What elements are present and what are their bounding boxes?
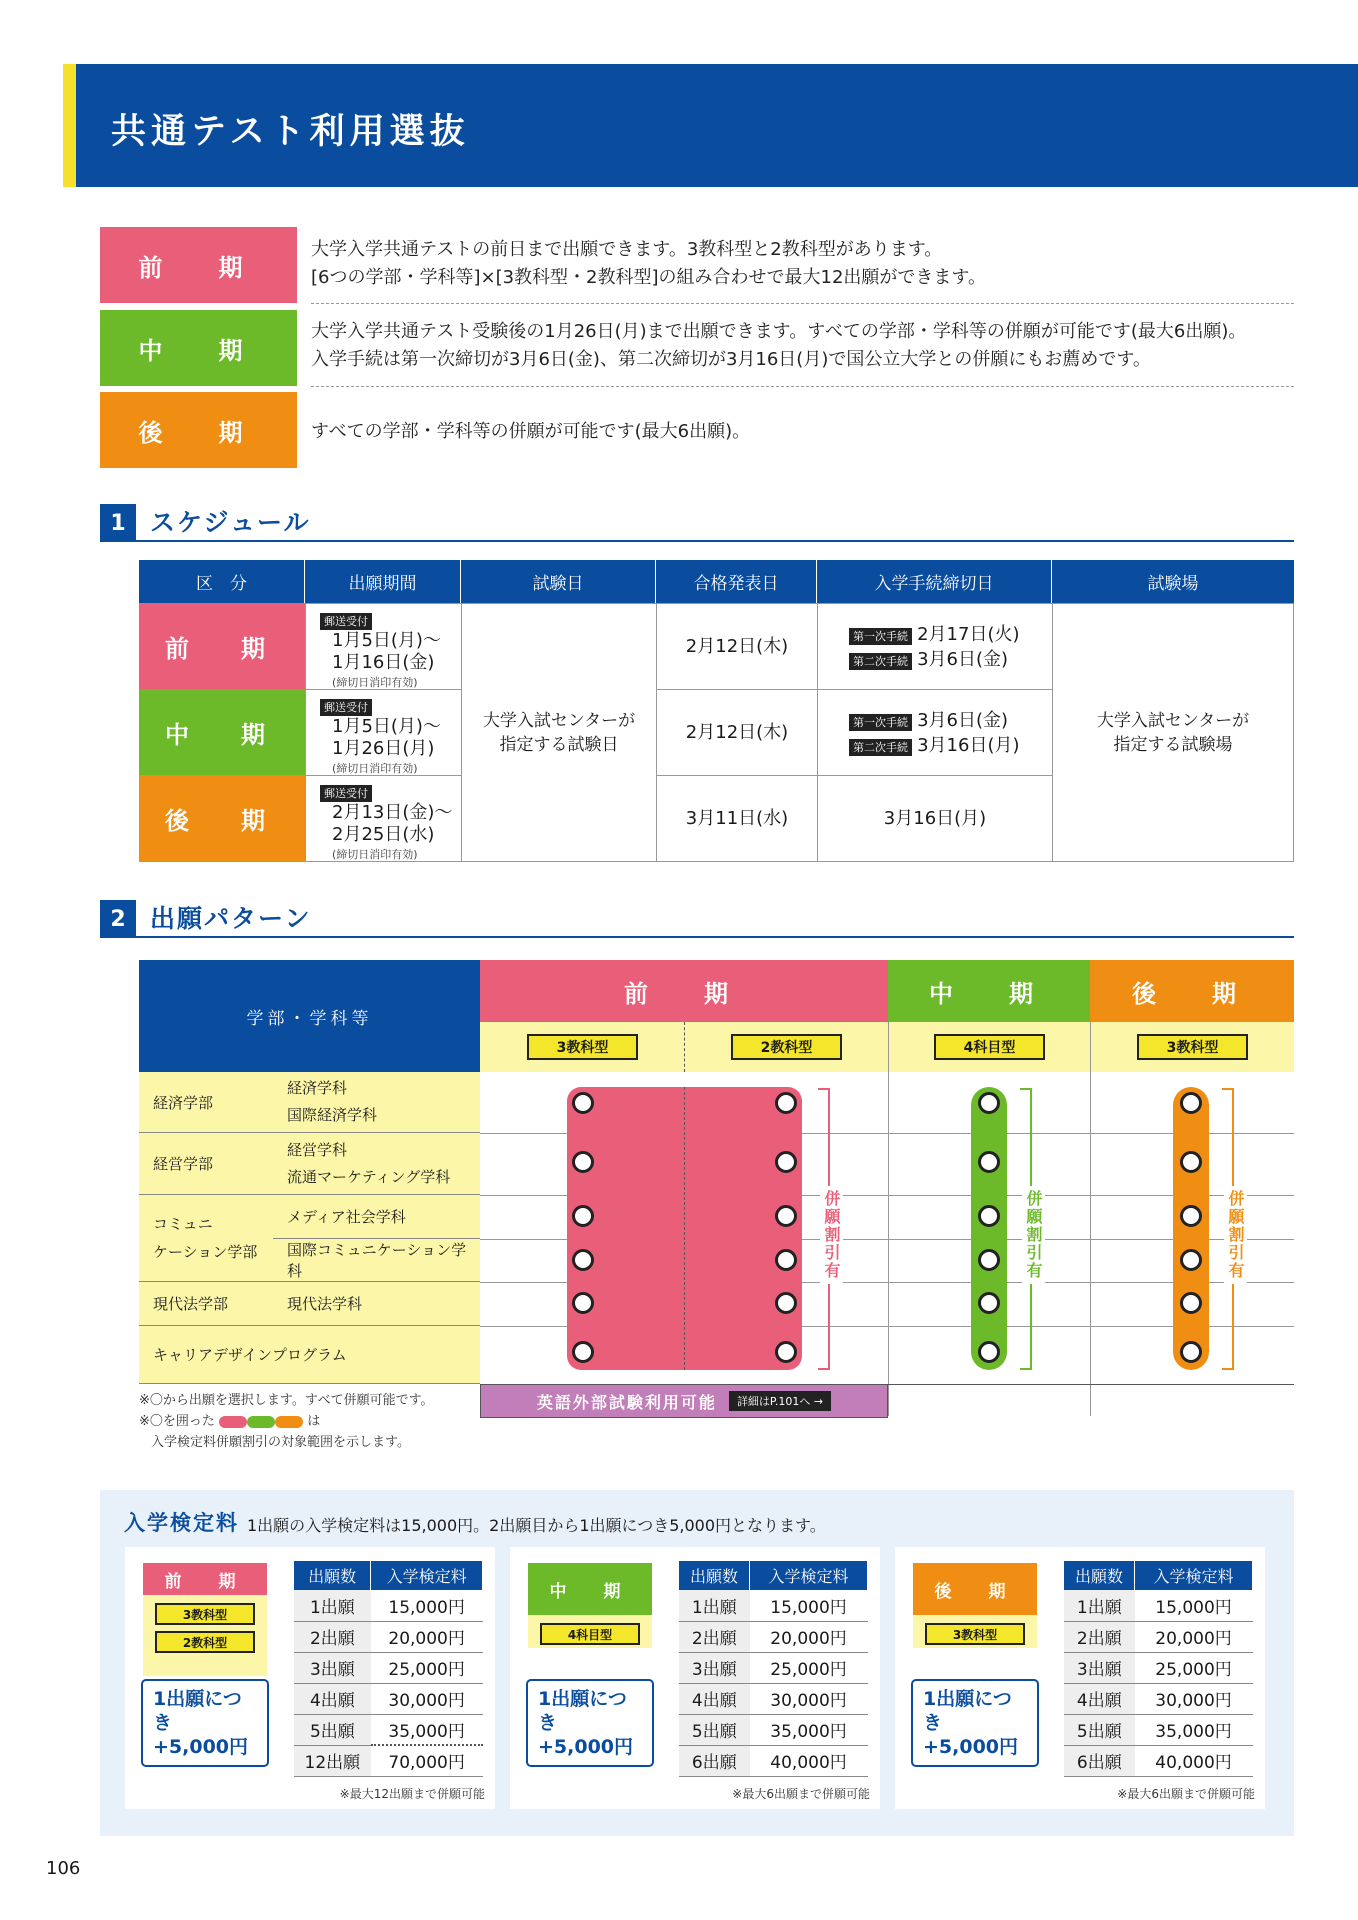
- period-desc-middle: [311, 318, 1246, 374]
- option-circle: [572, 1151, 594, 1173]
- type-badge: 4科目型: [540, 1623, 640, 1645]
- col-header: 入学手続締切日: [817, 560, 1052, 603]
- postmark-note: (締切日消印有効): [332, 762, 418, 775]
- procedure-date: 3月16日(月): [917, 735, 1020, 756]
- section-title-schedule: スケジュール: [150, 508, 311, 537]
- postal-tag: 郵送受付: [320, 785, 372, 802]
- section-number: 1: [100, 504, 136, 542]
- fee-note: ※最大6出願まで併願可能: [1117, 1787, 1255, 1801]
- option-circle: [978, 1205, 1000, 1227]
- col-header: 出願期間: [305, 560, 461, 603]
- fee-note: ※最大12出願まで併願可能: [339, 1787, 485, 1801]
- desc-line: すべての学部・学科等の併願が可能です(最大6出願)。: [311, 421, 751, 442]
- exam-day-line: 指定する試験日: [499, 734, 619, 755]
- discount-label: 併願割引有: [820, 1186, 843, 1284]
- late-pattern-bar: [1173, 1087, 1209, 1370]
- option-circle: [978, 1092, 1000, 1114]
- period-end: 1月16日(金): [332, 652, 435, 673]
- period-start: 2月13日(金)～: [332, 802, 453, 823]
- procedure-cell: [817, 603, 1053, 690]
- period-desc-early: [311, 236, 986, 292]
- result-date: 3月11日(水): [656, 775, 818, 862]
- fee-period-label: 前 期: [143, 1563, 267, 1595]
- divider: [311, 386, 1294, 387]
- fee-table: 出願数 入学検定料 1出願 15,000円 2出願 20,000円 3出願 25,000円 4出願 30,000円 5出願 35,000円 6出願 40,000円: [1064, 1561, 1253, 1777]
- type-badge: 2教科型: [155, 1631, 255, 1653]
- faculty-career-design: キャリアデザインプログラム: [139, 1326, 480, 1384]
- exam-place-line: 指定する試験場: [1113, 734, 1233, 755]
- fee-card-late: [895, 1547, 1265, 1809]
- note-line: 入学検定料併願割引の対象範囲を示します。: [151, 1435, 410, 1450]
- type-badge: 3教科型: [1137, 1034, 1248, 1060]
- col-header: 合格発表日: [656, 560, 817, 603]
- col-header: 試験場: [1052, 560, 1294, 603]
- dept-cell: [273, 1133, 480, 1195]
- english-test-label: 英語外部試験利用可能: [536, 1392, 717, 1412]
- option-circle: [572, 1249, 594, 1271]
- row-label-early: 前 期: [139, 603, 305, 689]
- desc-line: [6つの学部・学科等]×[3教科型・2教科型]の組み合わせで最大12出願ができます。: [311, 267, 986, 288]
- option-circle: [978, 1249, 1000, 1271]
- option-circle: [1180, 1341, 1202, 1363]
- note-line: ※〇から出願を選択します。すべて併願可能です。: [139, 1393, 434, 1408]
- english-test-bar: [480, 1384, 888, 1418]
- fee-title: 入学検定料: [124, 1511, 239, 1535]
- dept-name: メディア社会学科: [273, 1195, 480, 1239]
- option-circle: [978, 1292, 1000, 1314]
- period-cell: [305, 775, 462, 862]
- postmark-note: (締切日消印有効): [332, 848, 418, 861]
- faculty-law: 現代法学部: [139, 1282, 273, 1326]
- option-circle: [775, 1151, 797, 1173]
- period-start: 1月5日(月)～: [332, 716, 441, 737]
- procedure-line: [849, 710, 1052, 732]
- period-badge-middle: 中 期: [100, 310, 297, 386]
- discount-label: 併願割引有: [1022, 1186, 1045, 1284]
- procedure-date: 2月17日(火): [917, 624, 1020, 645]
- postal-tag: 郵送受付: [320, 613, 372, 630]
- dept-name: 経営学科: [287, 1140, 348, 1159]
- pattern-header-middle: 中 期: [888, 960, 1090, 1022]
- type-badge: 3教科型: [155, 1603, 255, 1625]
- pattern-notes: [139, 1390, 434, 1453]
- option-circle: [1180, 1205, 1202, 1227]
- postmark-note: (締切日消印有効): [332, 676, 418, 689]
- dept-cell: [273, 1072, 480, 1133]
- period-start: 1月5日(月)～: [332, 630, 441, 651]
- col-header: 区 分: [139, 560, 305, 603]
- dept-name: 現代法学科: [273, 1282, 480, 1326]
- middle-pattern-bar: [971, 1087, 1007, 1370]
- fee-table: 出願数 入学検定料 1出願 15,000円 2出願 20,000円 3出願 25,000円 4出願 30,000円 5出願 35,000円 6出願 40,000円: [679, 1561, 868, 1777]
- option-circle: [1180, 1151, 1202, 1173]
- note-line: ※〇を囲った は: [139, 1414, 321, 1429]
- procedure-tag: 第二次手続: [849, 739, 912, 756]
- dept-name: 国際コミュニケーション学科: [273, 1239, 480, 1282]
- result-date: 2月12日(木): [656, 603, 818, 690]
- discount-label: 併願割引有: [1224, 1186, 1247, 1284]
- option-circle: [775, 1249, 797, 1271]
- option-circle: [978, 1151, 1000, 1173]
- divider: [311, 303, 1294, 304]
- option-circle: [572, 1092, 594, 1114]
- procedure-tag: 第一次手続: [849, 628, 912, 645]
- period-cell: [305, 689, 462, 776]
- procedure-tag: 第二次手続: [849, 653, 912, 670]
- fee-note: ※最大6出願まで併願可能: [732, 1787, 870, 1801]
- fee-card-early: [125, 1547, 495, 1809]
- period-cell: [305, 603, 462, 690]
- faculty-communication: コミュニ ケーション学部: [139, 1195, 273, 1282]
- period-desc-late: [311, 418, 750, 446]
- pattern-header-early: 前 期: [480, 960, 888, 1022]
- period-end: 1月26日(月): [332, 738, 435, 759]
- faculty-header: 学部・学科等: [139, 960, 480, 1072]
- fee-card-middle: [510, 1547, 880, 1809]
- period-end: 2月25日(水): [332, 824, 435, 845]
- option-circle: [775, 1092, 797, 1114]
- type-badge: 3教科型: [925, 1623, 1025, 1645]
- option-circle: [775, 1341, 797, 1363]
- page-number: 106: [46, 1858, 81, 1879]
- pattern-header-late: 後 期: [1090, 960, 1294, 1022]
- exam-place-line: 大学入試センターが: [1096, 710, 1250, 731]
- page-title: 共通テスト利用選抜: [111, 112, 470, 152]
- faculty-management: 経営学部: [139, 1133, 273, 1195]
- period-badge-early: 前 期: [100, 227, 297, 303]
- dept-name: 流通マーケティング学科: [287, 1167, 451, 1186]
- grid-line: [1090, 1022, 1091, 1416]
- fee-period-label: 中 期: [528, 1563, 652, 1615]
- procedure-line: [849, 735, 1052, 757]
- desc-line: 大学入学共通テストの前日まで出願できます。3教科型と2教科型があります。: [311, 239, 943, 260]
- procedure-date: 3月6日(金): [917, 710, 1009, 731]
- exam-place-cell: [1052, 603, 1294, 862]
- type-divider: [684, 1022, 685, 1072]
- option-circle: [1180, 1092, 1202, 1114]
- procedure-date: 3月16日(月): [817, 775, 1053, 862]
- option-circle: [1180, 1292, 1202, 1314]
- fee-period-label: 後 期: [913, 1563, 1037, 1615]
- section-title-pattern: 出願パターン: [150, 904, 312, 933]
- type-badge: 3教科型: [527, 1034, 638, 1060]
- grid-line: [888, 1022, 889, 1416]
- option-circle: [978, 1341, 1000, 1363]
- early-type-divider: [684, 1087, 685, 1370]
- procedure-line: [849, 649, 1052, 671]
- desc-line: 大学入学共通テスト受験後の1月26日(月)まで出願できます。すべての学部・学科等の併願が可能です(最大6出願)。: [311, 321, 1247, 342]
- result-date: 2月12日(木): [656, 689, 818, 776]
- desc-line: 入学手続は第一次締切が3月6日(金)、第二次締切が3月16日(月)で国公立大学との併願にもお薦めです。: [311, 349, 1151, 370]
- section-underline: [136, 936, 1294, 938]
- exam-day-cell: [461, 603, 657, 862]
- details-link[interactable]: 詳細はP.101へ →: [729, 1391, 831, 1411]
- increment-bubble: 1出願につき +5,000円: [911, 1679, 1039, 1767]
- procedure-line: [849, 624, 1052, 646]
- option-circle: [572, 1205, 594, 1227]
- fee-description: 1出願の入学検定料は15,000円。2出願目から1出願につき5,000円となります。: [247, 1516, 826, 1535]
- header-accent-bar: [63, 64, 76, 187]
- option-circle: [572, 1341, 594, 1363]
- period-badge-late: 後 期: [100, 392, 297, 468]
- row-label-late: 後 期: [139, 775, 305, 862]
- increment-bubble: 1出願につき +5,000円: [526, 1679, 654, 1767]
- type-badge: 2教科型: [731, 1034, 842, 1060]
- option-circle: [775, 1205, 797, 1227]
- option-circle: [775, 1292, 797, 1314]
- section-number: 2: [100, 900, 136, 938]
- dept-name: 経済学科: [287, 1079, 348, 1097]
- procedure-date: 3月6日(金): [917, 649, 1009, 670]
- section-underline: [136, 540, 1294, 542]
- col-header: 試験日: [461, 560, 656, 603]
- faculty-economics: 経済学部: [139, 1072, 273, 1133]
- option-circle: [572, 1292, 594, 1314]
- type-badge: 4科目型: [934, 1034, 1045, 1060]
- exam-day-line: 大学入試センターが: [482, 710, 636, 731]
- increment-bubble: 1出願につき +5,000円: [141, 1679, 269, 1767]
- procedure-tag: 第一次手続: [849, 714, 912, 731]
- dept-name: 国際経済学科: [287, 1106, 378, 1124]
- procedure-cell: [817, 689, 1053, 776]
- postal-tag: 郵送受付: [320, 699, 372, 716]
- row-label-middle: 中 期: [139, 689, 305, 775]
- option-circle: [1180, 1249, 1202, 1271]
- fee-table: 出願数 入学検定料 1出願 15,000円 2出願 20,000円 3出願 25,000円 4出願 30,000円 5出願 35,000円 12出願 70,000円: [294, 1561, 483, 1777]
